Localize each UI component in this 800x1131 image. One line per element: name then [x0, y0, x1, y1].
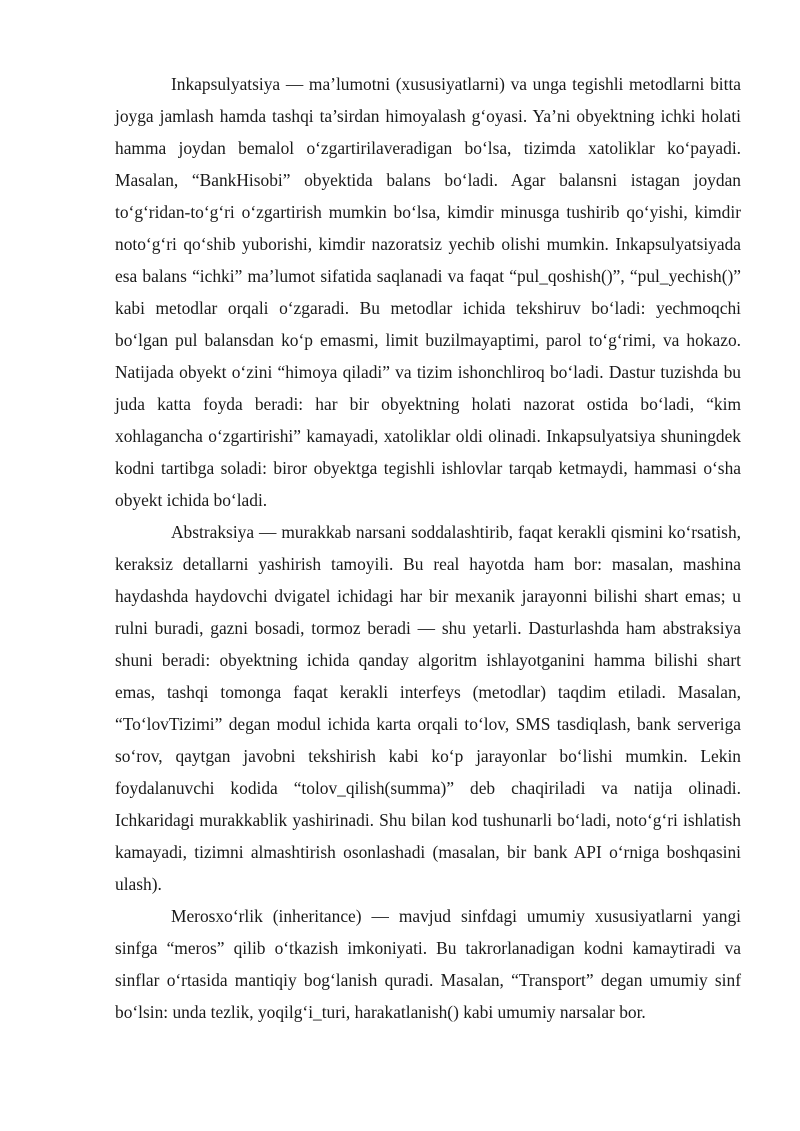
document-page [115, 68, 741, 1028]
paragraph-abstraction: Abstraksiya — murakkab narsani soddalashtirib, faqat kerakli qismini ko‘rsatish, keraksiz detallarni yashirish tamoyili. Bu real hayotda ham bor: masalan, mashina haydashda haydovchi dvigatel ichidagi har bir mexanik jarayonni bilishi shart emas; u rulni buradi, gazni bosadi, tormoz beradi — shu yetarli. Dasturlashda ham abstraksiya shuni beradi: obyektning ichida qanday algoritm ishlayotganini hamma bilishi shart emas, tashqi tomonga faqat kerakli interfeys (metodlar) taqdim etiladi. Masalan, “To‘lovTizimi” degan modul ichida karta orqali to‘lov, SMS tasdiqlash, bank serveriga so‘rov, qaytgan javobni tekshirish kabi ko‘p jarayonlar bo‘lishi mumkin. Lekin foydalanuvchi kodida “tolov_qilish(summa)” deb chaqiriladi va natija olinadi. Ichkaridagi murakkablik yashirinadi. Shu bilan kod tushunarli bo‘ladi, noto‘g‘ri ishlatish kamayadi, tizimni almashtirish osonlashadi (masalan, bir bank API o‘rniga boshqasini ulash). [115, 522, 741, 894]
paragraph-inheritance: Merosxo‘rlik (inheritance) — mavjud sinfdagi umumiy xususiyatlarni yangi sinfga “meros” qilib o‘tkazish imkoniyati. Bu takrorlanadigan kodni kamaytiradi va sinflar o‘rtasida mantiqiy bog‘lanish quradi. Masalan, “Transport” degan umumiy sinf bo‘lsin: unda tezlik, yoqilg‘i_turi, harakatlanish() kabi umumiy narsalar bor. [115, 906, 741, 1022]
paragraph-encapsulation: Inkapsulyatsiya — ma’lumotni (xususiyatlarni) va unga tegishli metodlarni bitta joyga jamlash hamda tashqi ta’sirdan himoyalash g‘oyasi. Ya’ni obyektning ichki holati hamma joydan bemalol o‘zgartirilaveradigan bo‘lsa, tizimda xatoliklar ko‘payadi. Masalan, “BankHisobi” obyektida balans bo‘ladi. Agar balansni istagan joydan to‘g‘ridan-to‘g‘ri o‘zgartirish mumkin bo‘lsa, kimdir minusga tushirib qo‘yishi, kimdir noto‘g‘ri qo‘shib yuborishi, kimdir nazoratsiz yechib olishi mumkin. Inkapsulyatsiyada esa balans “ichki” ma’lumot sifatida saqlanadi va faqat “pul_qoshish()”, “pul_yechish()” kabi metodlar orqali o‘zgaradi. Bu metodlar ichida tekshiruv bo‘ladi: yechmoqchi bo‘lgan pul balansdan ko‘p emasmi, limit buzilmayaptimi, parol to‘g‘rimi, va hokazo. Natijada obyekt o‘zini “himoya qiladi” va tizim ishonchliroq bo‘ladi. Dastur tuzishda bu juda katta foyda beradi: har bir obyektning holati nazorat ostida bo‘ladi, “kim xohlagancha o‘zgartirishi” kamayadi, xatoliklar oldi olinadi. Inkapsulyatsiya shuningdek kodni tartibga soladi: biror obyektga tegishli ishlovlar tarqab ketmaydi, hammasi o‘sha obyekt ichida bo‘ladi. [115, 74, 741, 510]
